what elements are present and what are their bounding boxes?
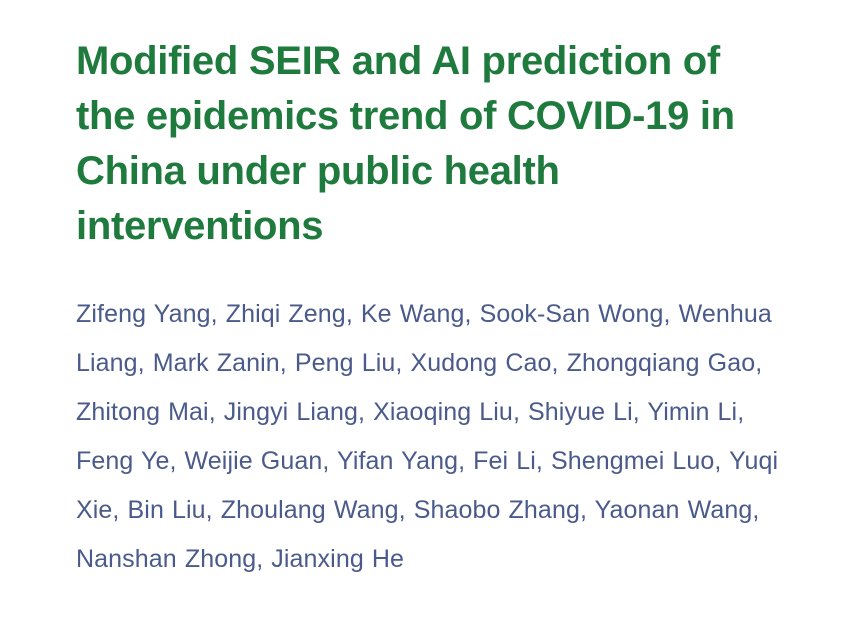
author-list: Zifeng Yang, Zhiqi Zeng, Ke Wang, Sook-San Wong, Wenhua Liang, Mark Zanin, Peng Liu, Xudong Cao, Zhongqiang Gao, Zhitong Mai, Jingyi Liang, Xiaoqing Liu, Shiyue Li, Yimin Li, Feng Ye, Weijie Guan, Yifan Yang, Fei Li, Shengmei Luo, Yuqi Xie, Bin Liu, Zhoulang Wang, Shaobo Zhang, Yaonan Wang, Nanshan Zhong, Jianxing He xyxy=(76,300,779,573)
page-title: Modified SEIR and AI prediction of the epidemics trend of COVID-19 in China under public health interventions xyxy=(76,39,735,248)
